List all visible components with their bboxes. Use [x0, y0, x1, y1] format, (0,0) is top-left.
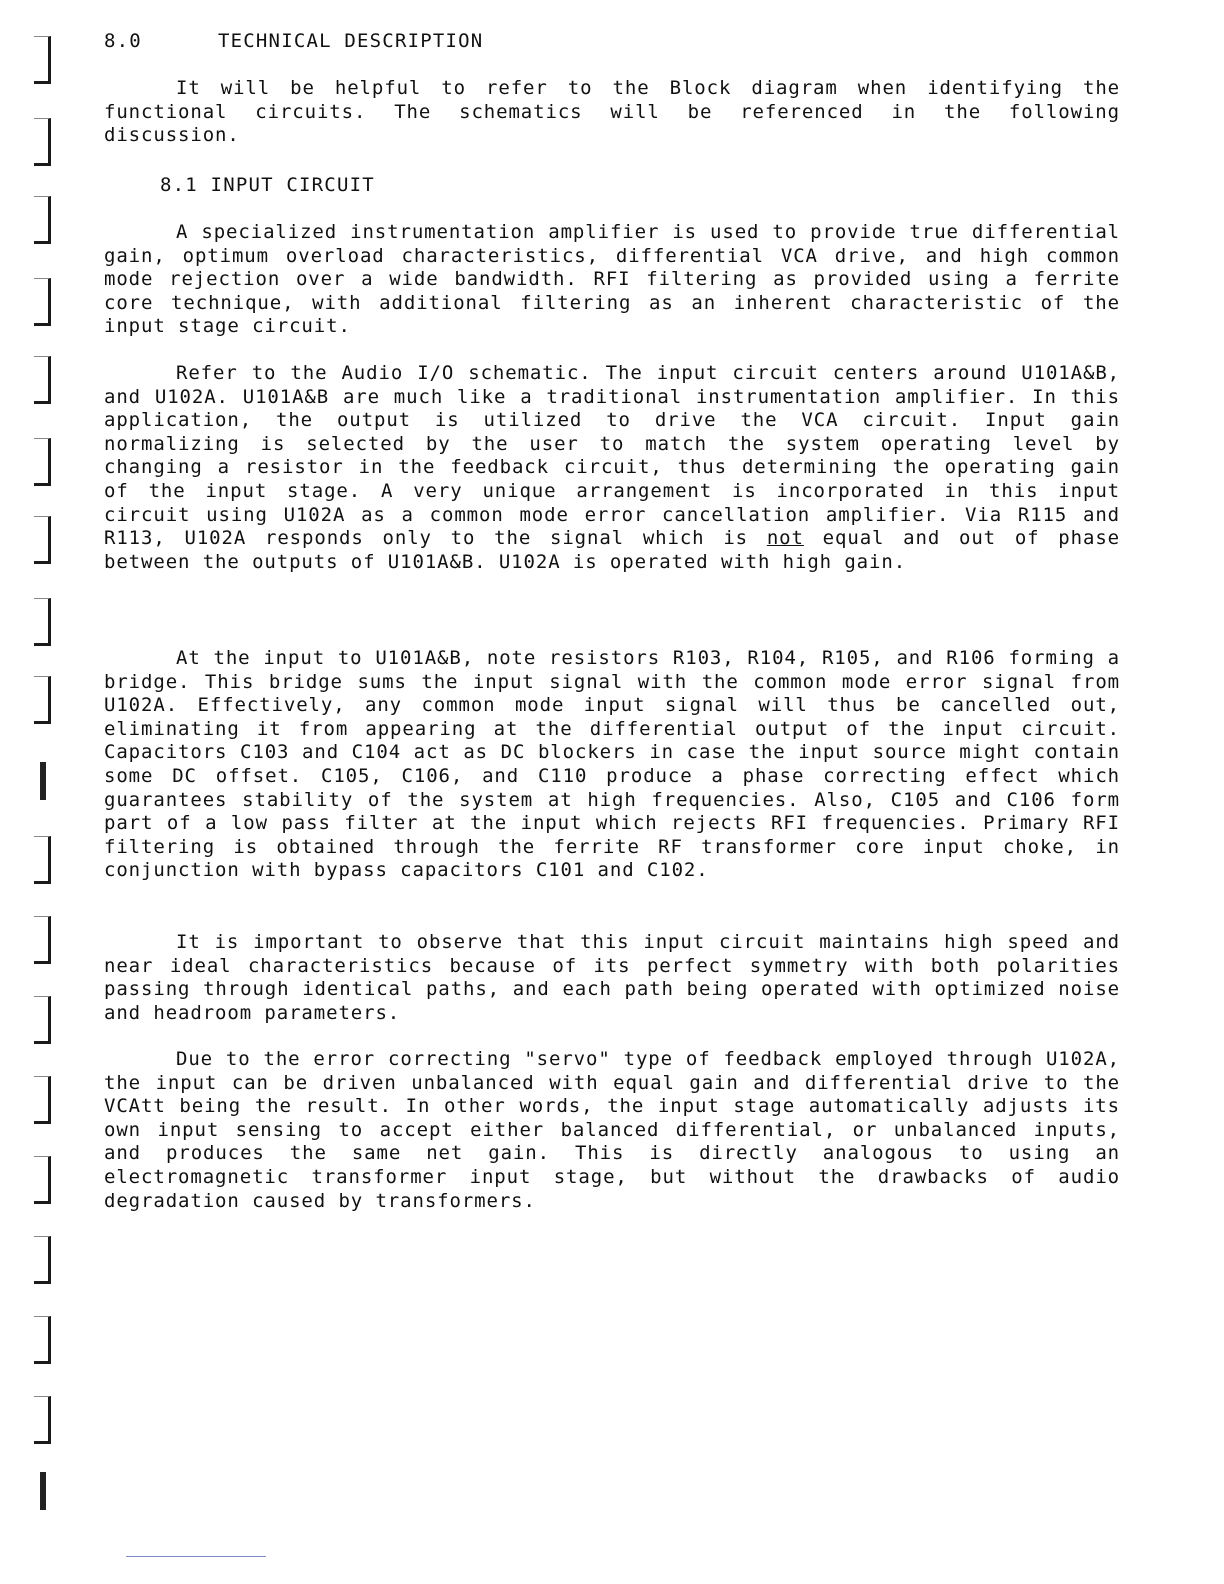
binding-mark — [34, 36, 51, 84]
paragraph-2-text-b: equal and out of phase between the outputs of U101A&B. U102A is operated with high gain. — [104, 527, 1120, 573]
binding-mark — [40, 762, 46, 800]
paragraph-1: A specialized instrumentation amplifier is used to provide true differential gain, optimum overload characteristics, differential VCA drive, and high common mode rejection over a wide bandwidth. RFI filtering as provided using a ferrite core technique, with additional filtering as an inherent characteristic of the input stage circuit. — [104, 221, 1120, 338]
paragraph-3: At the input to U101A&B, note resistors R103, R104, R105, and R106 forming a bridge. This bridge sums the input signal with the common mode error signal from U102A. Effectively, any common mode input signal will thus be cancelled out, eliminating it from appearing at the differential output of the input circuit. Capacitors C103 and C104 act as DC blockers in case the input source might contain some DC offset. C105, C106, and C110 produce a phase correcting effect which guarantees stability of the system at high frequencies. Also, C105 and C106 form part of a low pass filter at the input which rejects RFI frequencies. Primary RFI filtering is obtained through the ferrite RF transformer core input choke, in conjunction with bypass capacitors C101 and C102. — [104, 647, 1120, 882]
paragraph-2 — [104, 362, 1120, 574]
binding-mark — [34, 1396, 51, 1444]
paragraph-2-emphasis: not — [766, 527, 804, 550]
binding-mark — [34, 1236, 51, 1284]
subsection-heading: 8.1 INPUT CIRCUIT — [160, 174, 375, 196]
binding-mark — [34, 1076, 51, 1124]
binding-mark — [34, 438, 51, 486]
binding-mark — [34, 598, 51, 646]
binding-mark — [40, 1472, 46, 1510]
binding-mark — [34, 916, 51, 964]
paragraph-5: Due to the error correcting "servo" type of feedback employed through U102A, the input can be driven unbalanced with equal gain and differential drive to the VCAtt being the result. In other words, the input stage automatically adjusts its own input sensing to accept either balanced differential, or unbalanced inputs, and produces the same net gain. This is directly analogous to using an electromagnetic transformer input stage, but without the drawbacks of audio degradation caused by transformers. — [104, 1048, 1120, 1212]
binding-mark — [34, 836, 51, 884]
paragraph-4: It is important to observe that this input circuit maintains high speed and near ideal characteristics because of its perfect symmetry with both polarities passing through identical paths, and each path being operated with optimized noise and headroom parameters. — [104, 931, 1120, 1024]
binding-mark — [34, 278, 51, 326]
binding-mark — [34, 196, 51, 244]
footer-rule — [126, 1556, 266, 1557]
section-number: 8.0 — [104, 30, 142, 52]
binding-mark — [34, 356, 51, 404]
binding-mark — [34, 996, 51, 1044]
intro-paragraph: It will be helpful to refer to the Block diagram when identifying the functional circuits. The schematics will be referenced in the following discussion. — [104, 77, 1120, 147]
section-title: TECHNICAL DESCRIPTION — [218, 30, 484, 52]
binding-mark — [34, 516, 51, 564]
binding-mark — [34, 1156, 51, 1204]
binding-mark — [34, 1316, 51, 1364]
paragraph-2-text-a: Refer to the Audio I/O schematic. The input circuit centers around U101A&B, and U102A. U101A&B are much like a traditional instrumentation amplifier. In this application, the output is utilized to drive the VCA circuit. Input gain normalizing is selected by the user to match the system operating level by changing a resistor in the feedback circuit, thus determining the operating gain of the input stage. A very unique arrangement is incorporated in this input circuit using U102A as a common mode error cancellation amplifier. Via R115 and R113, U102A responds only to the signal which is — [104, 362, 1120, 550]
binding-mark — [34, 118, 51, 166]
section-heading — [104, 30, 483, 52]
binding-mark — [34, 676, 51, 724]
